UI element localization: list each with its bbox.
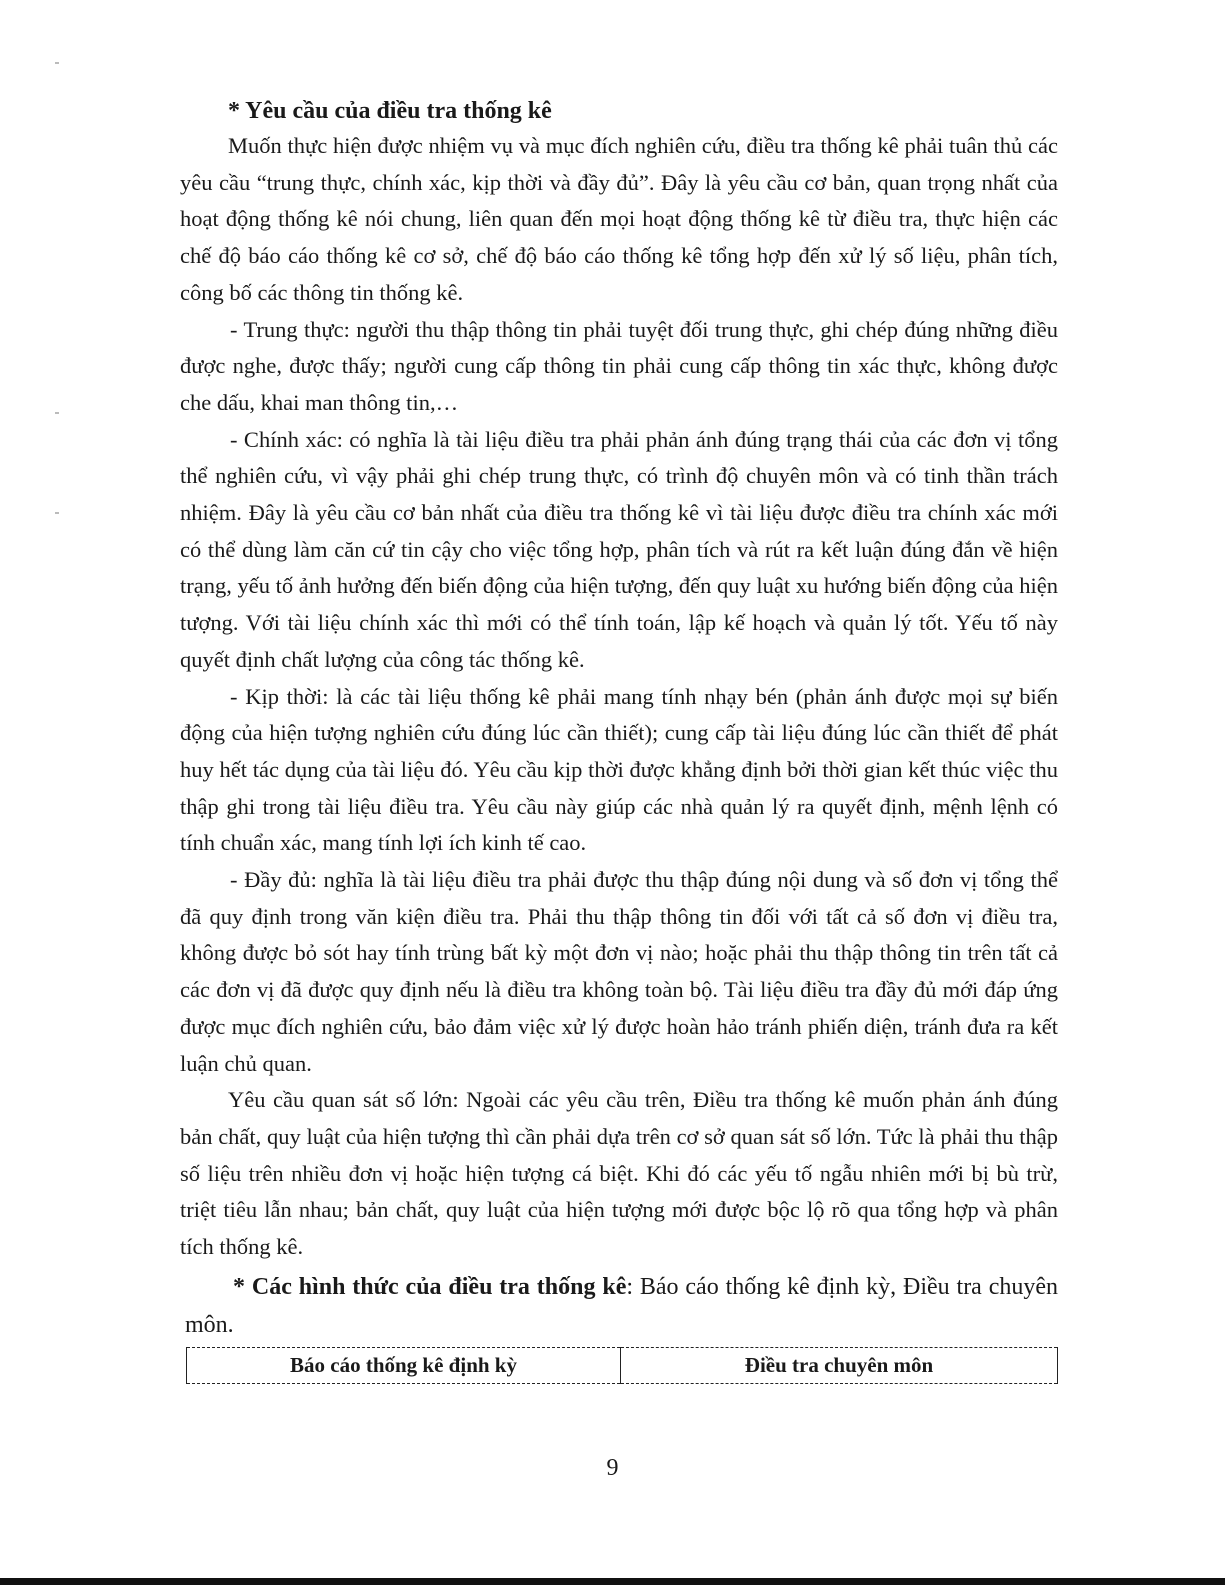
forms-text: : Báo cáo thống kê định kỳ, Điều tra chuyên môn. [185,1273,1059,1338]
scan-margin-mark [55,512,59,514]
scan-margin-mark [55,412,59,414]
page-content [180,92,1058,1344]
forms-paragraph [185,1268,1058,1344]
paragraph-chinh-xac: - Chính xác: có nghĩa là tài liệu điều tra phải phản ánh đúng trạng thái của các đơn vị tổng thể nghiên cứu, vì vậy phải ghi chép trung thực, có trình độ chuyên môn và có tinh thần trách nhiệm. Đây là yêu cầu cơ bản nhất của điều tra thống kê vì tài liệu được điều tra chính xác mới có thể dùng làm căn cứ tin cậy cho việc tổng hợp, phân tích và rút ra kết luận đúng đắn về hiện trạng, yếu tố ảnh hưởng đến biến động của hiện tượng, đến quy luật xu hướng biến động của hiện tượng. Với tài liệu chính xác thì mới có thể tính toán, lập kế hoạch và quản lý tốt. Yếu tố này quyết định chất lượng của công tác thống kê. [180,426,1058,672]
forms-label: * Các hình thức của điều tra thống kê [233,1273,627,1300]
page-number: 9 [606,1455,619,1481]
paragraph-intro: Muốn thực hiện được nhiệm vụ và mục đích nghiên cứu, điều tra thống kê phải tuân thủ các yêu cầu “trung thực, chính xác, kịp thời và đầy đủ”. Đây là yêu cầu cơ bản, quan trọng nhất của hoạt động thống kê nói chung, liên quan đến mọi hoạt động thống kê từ điều tra, thực hiện các chế độ báo cáo thống kê cơ sở, chế độ báo cáo thống kê tổng hợp đến xử lý số liệu, phân tích, công bố các thông tin thống kê. [180,133,1058,305]
table-header-row [187,1348,1058,1384]
paragraph-trung-thuc: - Trung thực: người thu thập thông tin phải tuyệt đối trung thực, ghi chép đúng những điều được nghe, được thấy; người cung cấp thông tin phải cung cấp thông tin xác thực, không được che dấu, khai man thông tin,… [180,316,1058,415]
paragraph-kip-thoi: - Kịp thời: là các tài liệu thống kê phải mang tính nhạy bén (phản ánh được mọi sự biến động của hiện tượng nghiên cứu đúng lúc cần thiết); cung cấp tài liệu đúng lúc cần thiết để phát huy hết tác dụng của tài liệu đó. Yêu cầu kịp thời được khẳng định bởi thời gian kết thúc việc thu thập ghi trong tài liệu điều tra. Yêu cầu này giúp các nhà quản lý ra quyết định, mệnh lệnh có tính chuẩn xác, mang tính lợi ích kinh tế cao. [180,683,1058,856]
paragraph-quan-sat-so-lon: Yêu cầu quan sát số lớn: Ngoài các yêu cầu trên, Điều tra thống kê muốn phản ánh đúng bản chất, quy luật của hiện tượng thì cần phải dựa trên cơ sở quan sát số lớn. Tức là phải thu thập số liệu trên nhiều đơn vị hoặc hiện tượng cá biệt. Khi đó các yếu tố ngẫu nhiên mới bị bù trừ, triệt tiêu lẫn nhau; bản chất, quy luật của hiện tượng mới được bộc lộ rõ qua tổng hợp và phân tích thống kê. [180,1087,1058,1260]
scan-margin-mark [55,62,59,64]
table-header-dieu-tra: Điều tra chuyên môn [621,1348,1058,1384]
forms-table [186,1347,1058,1384]
section-heading: * Yêu cầu của điều tra thống kê [228,98,552,124]
paragraph-day-du: - Đầy đủ: nghĩa là tài liệu điều tra phải được thu thập đúng nội dung và số đơn vị tổng thể đã quy định trong văn kiện điều tra. Phải thu thập thông tin đối với tất cả số đơn vị điều tra, không được bỏ sót hay tính trùng bất kỳ một đơn vị nào; hoặc phải thu thập thông tin trên tất cả các đơn vị đã được quy định nếu là điều tra không toàn bộ. Tài liệu điều tra đầy đủ mới đáp ứng được mục đích nghiên cứu, bảo đảm việc xử lý được hoàn hảo tránh phiến diện, tránh đưa ra kết luận chủ quan. [180,867,1058,1076]
scan-edge-line [0,1578,1225,1585]
table-header-bao-cao: Báo cáo thống kê định kỳ [187,1348,621,1384]
